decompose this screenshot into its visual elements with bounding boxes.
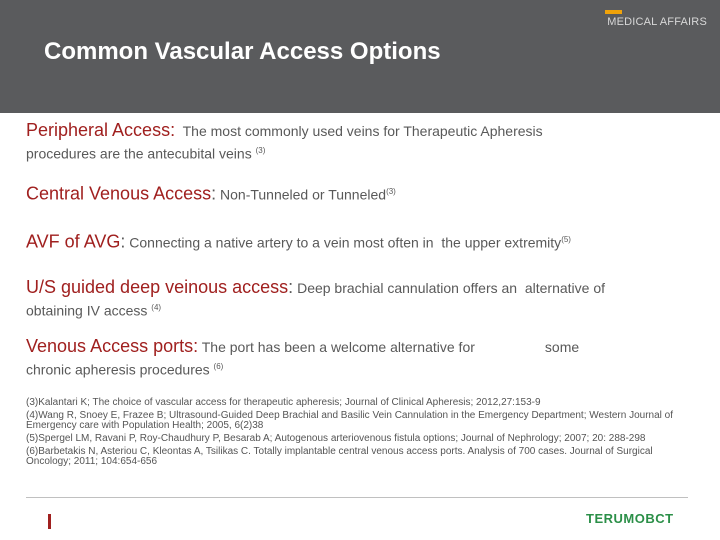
item-text: The port has been a welcome alternative for some <box>198 339 580 355</box>
item-ref: (3) <box>255 146 266 155</box>
item-text: Non-Tunneled or Tunneled <box>216 186 387 203</box>
page-title: Common Vascular Access Options <box>44 38 441 65</box>
bullet-peripheral-access <box>26 120 700 164</box>
item-continuation: chronic apheresis procedures <box>26 361 214 378</box>
bullet-venous-access-ports <box>26 336 700 380</box>
item-ref: (3) <box>386 187 396 196</box>
reference-item: (4)Wang R, Snoey E, Frazee B; Ultrasound-Guided Deep Brachial and Basilic Vein Cannulation in the Emergency Department; Western Journal of Emergency care with Population Health; 2005, 6(2)38 <box>26 410 673 431</box>
item-ref: (5) <box>561 235 571 244</box>
terumo-bct-logo: TERUMOBCT <box>586 510 674 526</box>
header-bar <box>0 0 720 113</box>
references-list <box>26 398 691 470</box>
item-ref: (4) <box>151 303 162 312</box>
item-separator: : <box>211 183 217 204</box>
header-label: MEDICAL AFFAIRS <box>607 16 707 28</box>
item-term: U/S guided deep veinous access <box>26 277 289 297</box>
bullet-us-guided-access <box>26 277 700 321</box>
item-ref: (6) <box>213 362 224 371</box>
item-term: Central Venous Access <box>26 183 212 204</box>
footer-divider <box>26 497 688 498</box>
item-continuation: obtaining IV access <box>26 302 152 319</box>
item-text: The most commonly used veins for Therapeutic Apheresis <box>175 123 543 139</box>
header-accent-mark <box>605 10 622 14</box>
item-term: Peripheral Access: <box>26 120 176 140</box>
item-term: AVF of AVG <box>26 231 121 252</box>
item-text: Connecting a native artery to a vein most often in the upper extremity <box>125 234 562 251</box>
bullet-avf-avg <box>26 230 700 253</box>
reference-item: (6)Barbetakis N, Asteriou C, Kleontas A, Tsilikas C. Totally implantable central venous access ports. Analysis of 700 cases. Journal of Surgical Oncology; 2011; 104:654-656 <box>26 446 653 467</box>
reference-item: (3)Kalantari K; The choice of vascular access for therapeutic apheresis; Journal of Clinical Apheresis; 2012,27:153-9 <box>26 397 541 408</box>
item-separator: : <box>120 231 126 252</box>
item-text: Deep brachial cannulation offers an alternative of <box>293 280 606 296</box>
footer-red-mark <box>48 514 51 529</box>
item-term: Venous Access ports: <box>26 336 199 356</box>
item-continuation: procedures are the antecubital veins <box>26 145 256 162</box>
reference-item: (5)Spergel LM, Ravani P, Roy-Chaudhury P, Besarab A; Autogenous arteriovenous fistula options; Journal of Nephrology; 2007; 20: 288-298 <box>26 433 646 444</box>
bullet-central-venous-access <box>26 182 700 205</box>
item-separator: : <box>288 277 294 297</box>
